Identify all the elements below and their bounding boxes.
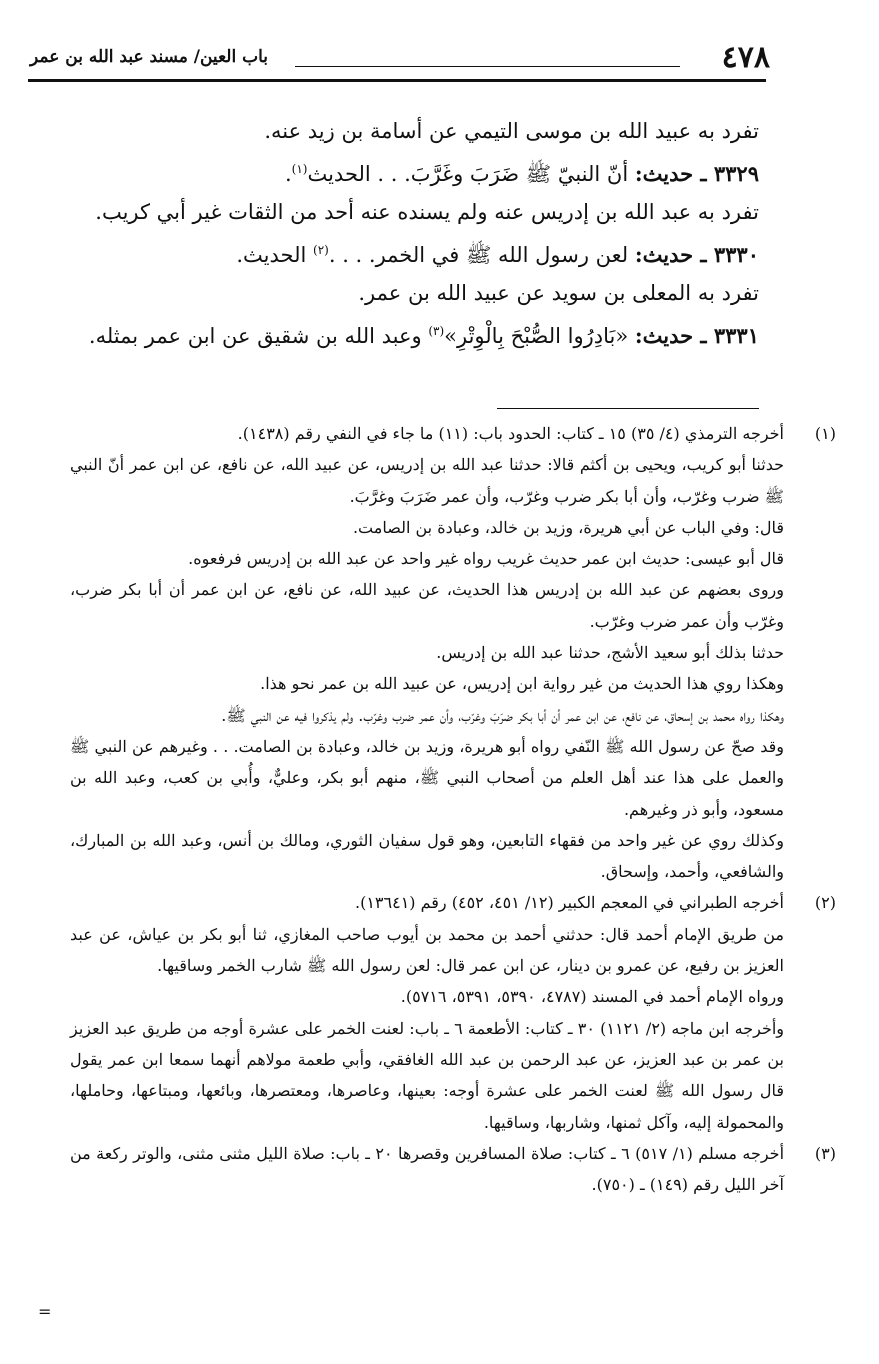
footnote-ref: (٢) bbox=[313, 243, 329, 257]
footnote-line: وقد صحّ عن رسول الله ﷺ النّفي رواه أبو هريرة، وزيد بن خالد، وعبادة بن الصامت. . . وغيرهم عن النبي ﷺ والعمل على هذا عند أهل العلم من أصحاب النبي ﷺ، منهم أبو بكر، وعليٌّ، وأُبي بن كعب، وعبد الله بن مسعود، وأبو ذر وغيرهم. bbox=[70, 736, 785, 819]
hadith-number: ٣٣٣١ ـ حديث: bbox=[634, 323, 759, 348]
footnote-line: وهكذا روي هذا الحديث من غير رواية ابن إدريس، عن عبيد الله بن عمر نحو هذا. bbox=[260, 674, 784, 694]
footnote-line: من طريق الإمام أحمد قال: حدثني أحمد بن محمد بن أيوب صاحب المغازي، ثنا أبو بكر بن عياش، عن عبد العزيز بن رفيع، عن عمرو بن دينار، عن ابن عمر قال: لعن رسول الله ﷺ شارب الخمر وساقيها. bbox=[70, 924, 784, 976]
main-line: تفرد به عبد الله بن إدريس عنه ولم يسنده عنه أحد من الثقات غير أبي كريب. bbox=[95, 200, 759, 224]
footnote-line: حدثنا بذلك أبو سعيد الأشج، حدثنا عبد الله بن إدريس. bbox=[436, 643, 784, 663]
footnote-3 bbox=[70, 1138, 836, 1201]
hadith-number: ٣٣٢٩ ـ حديث: bbox=[634, 161, 759, 186]
footnote-line: قال أبو عيسى: حديث ابن عمر حديث غريب رواه غير واحد عن عبد الله بن إدريس فرفعوه. bbox=[188, 549, 784, 569]
hadith-3329: ٣٣٢٩ ـ حديث: أنّ النبيّ ﷺ ضَرَبَ وغَرَّبَ. . . الحديث$^{(١)}$. bbox=[284, 161, 759, 186]
footnote-line: وروى بعضهم عن عبد الله بن إدريس هذا الحديث، عن عبيد الله، عن نافع، عن ابن عمر أن أبا بكر ضرب، وغرّب وأن عمر ضرب وغرّب. bbox=[70, 580, 784, 631]
hadith-number: ٣٣٣٠ ـ حديث: bbox=[634, 242, 759, 267]
main-text bbox=[70, 112, 759, 355]
footnote-separator bbox=[497, 408, 759, 409]
header-dash-line bbox=[295, 66, 680, 67]
footnote-line: وكذلك روي عن غير واحد من فقهاء التابعين، وهو قول سفيان الثوري، ومالك بن أنس، وعبد الله بن المبارك، والشافعي، وأحمد، وإسحاق. bbox=[70, 830, 784, 882]
footnotes bbox=[70, 418, 836, 1200]
footnote-line: قال: وفي الباب عن أبي هريرة، وزيد بن خالد، وعبادة بن الصامت. bbox=[352, 517, 784, 537]
hadith-text: لعن رسول الله ﷺ في الخمر. . . . bbox=[328, 243, 629, 267]
footnote-line: وهكذا رواه محمد بن إسحاق، عن نافع، عن ابن عمر أن أبا بكر ضرَبَ وغرّب، وأن عمر ضرب وغرّب. ولم يذكروا فيه عن النبي ﷺ. bbox=[221, 705, 784, 725]
page-header bbox=[30, 38, 770, 78]
main-line: تفرد به المعلى بن سويد عن عبيد الله بن عمر. bbox=[358, 281, 759, 305]
footnote-ref: (١) bbox=[291, 162, 308, 176]
running-title: باب العين/ مسند عبد الله بن عمر bbox=[30, 47, 268, 67]
footnote-number: (١) bbox=[814, 424, 836, 443]
header-rule bbox=[28, 79, 766, 82]
main-line: تفرد به عبيد الله بن موسى التيمي عن أسامة بن زيد عنه. bbox=[264, 119, 759, 143]
hadith-3331: ٣٣٣١ ـ حديث: «بَادِرُوا الصُّبْحَ بِالْوِتْرِ»$^{(٣)}$ وعبد الله بن شقيق عن ابن عمر بمثله. bbox=[88, 323, 759, 348]
hadith-3330: ٣٣٣٠ ـ حديث: لعن رسول الله ﷺ في الخمر. . . .$^{(٢)}$ الحديث. bbox=[236, 242, 759, 267]
hadith-text: أنّ النبيّ ﷺ ضَرَبَ وغَرَّبَ. . . الحديث bbox=[307, 162, 629, 186]
footnote-2 bbox=[70, 887, 836, 1137]
footnote-ref: (٣) bbox=[428, 324, 445, 338]
page-number: ٤٧٨ bbox=[721, 40, 770, 75]
footnote-line: ورواه الإمام أحمد في المسند (٤٧٨٧، ٥٣٩٠، ٥٣٩١، ٥٧١٦). bbox=[400, 987, 784, 1007]
hadith-text: «بَادِرُوا الصُّبْحَ بِالْوِتْرِ» bbox=[444, 324, 629, 348]
footnote-1 bbox=[70, 418, 836, 887]
footnote-line: أخرجه الطبراني في المعجم الكبير (١٢/ ٤٥١، ٤٥٢) رقم (١٣٦٤١). bbox=[355, 893, 784, 913]
footnote-line: أخرجه مسلم (١/ ٥١٧) ٦ ـ كتاب: صلاة المسافرين وقصرها ٢٠ ـ باب: صلاة الليل مثنى مثنى، والوتر ركعة من آخر الليل رقم (١٤٩) ـ (٧٥٠). bbox=[70, 1143, 785, 1195]
continuation-mark: = bbox=[38, 1302, 52, 1321]
footnote-number: (٣) bbox=[814, 1143, 836, 1163]
footnote-line: حدثنا أبو كريب، ويحيى بن أكثم قالا: حدثنا عبد الله بن إدريس، عن عبيد الله، عن نافع، عن ابن عمر أنّ النبي ﷺ ضرب وغرّب، وأن أبا بكر ضرب وغرّب، وأن عمر ضَرَبَ وغرَّبَ. bbox=[70, 455, 785, 506]
footnote-line: أخرجه الترمذي (٤/ ٣٥) ١٥ ـ كتاب: الحدود باب: (١١) ما جاء في النفي رقم (١٤٣٨). bbox=[237, 424, 784, 443]
footnote-number: (٢) bbox=[814, 893, 836, 913]
footnote-line: وأخرجه ابن ماجه (٢/ ١١٢١) ٣٠ ـ كتاب: الأطعمة ٦ ـ باب: لعنت الخمر على عشرة أوجه من طريق عبد العزيز بن عمر بن عبد العزيز، عن عبد الرحمن بن عبد الله الغافقي، وأبي طعمة مولاهم أنهما سمعا ابن عمر يقول قال رسول الله ﷺ لعنت الخمر على عشرة أوجه: بعينها، وعاصرها، ومعتصرها، وبائعها، ومبتاعها، وحاملها، والمحمولة إليه، وآكل ثمنها، وشاربها، وساقيها. bbox=[70, 1018, 785, 1132]
